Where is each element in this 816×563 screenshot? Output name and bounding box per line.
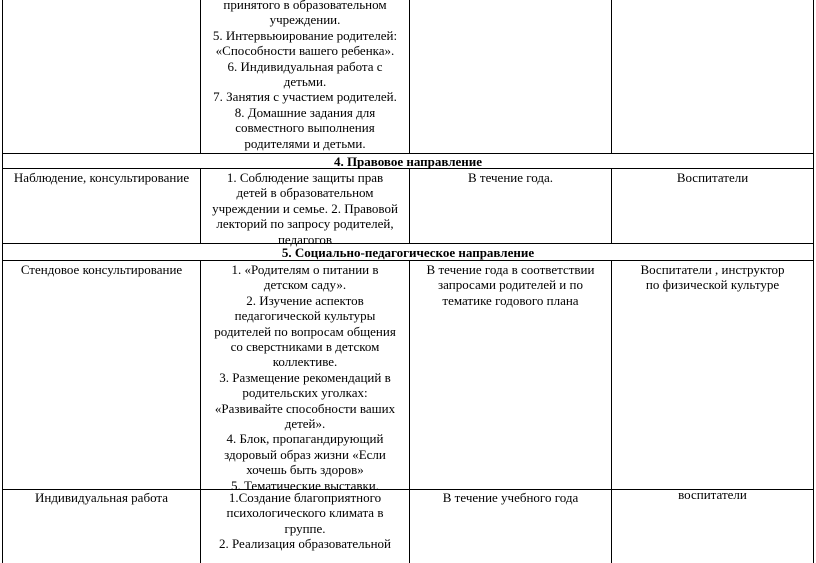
- activities-line: детей в образовательном: [236, 185, 374, 201]
- timing-line: В течение года в соответствии: [426, 262, 595, 277]
- activities-line: детьми.: [283, 74, 327, 90]
- activities-line: 2. Реализация образовательной: [219, 536, 391, 552]
- activities-line: 6. Индивидуальная работа с: [227, 58, 383, 74]
- table-border-right: [813, 0, 814, 563]
- column-border: [611, 0, 612, 153]
- column-border: [611, 260, 612, 563]
- activities-line: родительских уголках:: [242, 385, 368, 401]
- activities-line: хочешь быть здоров»: [246, 462, 364, 478]
- activities-line: педагогической культуры: [234, 308, 376, 324]
- timing-line: запросами родителей и по: [438, 277, 583, 293]
- activities-line: 2. Изучение аспектов: [246, 292, 364, 308]
- section-title-legal: 4. Правовое направление: [333, 154, 483, 169]
- activities-line: «Развивайте способности ваших: [214, 400, 396, 416]
- activities-line: принятого в образовательном: [223, 0, 387, 12]
- stand-responsible: [612, 262, 813, 293]
- activities-line: группе.: [284, 520, 326, 536]
- activities-line: педагогов: [277, 231, 333, 247]
- activities-line: родителями и детьми.: [244, 135, 366, 151]
- activities-line: со сверстниками в детском: [230, 339, 380, 355]
- activities-line: учреждении.: [269, 12, 341, 28]
- activities-line: 1. Соблюдение защиты прав: [226, 170, 384, 185]
- activities-line: психологического климата в: [226, 505, 384, 521]
- top-row-activities: [201, 0, 409, 151]
- individual-form: Индивидуальная работа: [34, 490, 169, 505]
- stand-form: Стендовое консультирование: [20, 262, 183, 277]
- individual-timing: В течение учебного года: [442, 490, 579, 505]
- activities-line: учреждении и семье. 2. Правовой: [212, 200, 398, 216]
- activities-line: 1. «Родителям о питании в: [231, 262, 379, 277]
- activities-line: 8. Домашние задания для: [234, 104, 376, 120]
- activities-line: 5. Интервьюирование родителей:: [212, 27, 398, 43]
- activities-line: коллективе.: [272, 354, 338, 370]
- timing-line: тематике годового плана: [442, 292, 579, 308]
- consulting-responsible: Воспитатели: [676, 170, 749, 185]
- individual-activities: [201, 490, 409, 552]
- consulting-timing: В течение года.: [467, 170, 554, 185]
- activities-line: детском саду».: [263, 277, 347, 293]
- column-border: [409, 0, 410, 153]
- row-border: [2, 260, 814, 261]
- activities-line: «Способности вашего ребенка».: [215, 43, 395, 59]
- consulting-activities: [201, 170, 409, 247]
- individual-responsible: воспитатели: [678, 487, 747, 502]
- stand-timing: [410, 262, 611, 308]
- activities-line: здоровый образ жизни «Если: [224, 446, 386, 462]
- activities-line: 5. Тематические выставки.: [230, 477, 380, 493]
- consulting-form: Наблюдение, консультирование: [13, 170, 190, 185]
- activities-line: 4. Блок, пропагандирующий: [226, 431, 384, 447]
- activities-line: 3. Размещение рекомендаций в: [219, 369, 391, 385]
- activities-line: родителей по вопросам общения: [214, 323, 396, 339]
- responsible-line: по физической культуре: [645, 277, 780, 293]
- activities-line: совместного выполнения: [235, 120, 375, 136]
- section-title-social: 5. Социально-педагогическое направление: [281, 245, 535, 260]
- stand-activities: [201, 262, 409, 493]
- activities-line: детей».: [284, 416, 326, 432]
- activities-line: 7. Занятия с участием родителей.: [213, 89, 397, 105]
- responsible-line: Воспитатели , инструктор: [640, 262, 785, 277]
- activities-line: 1.Создание благоприятного: [228, 490, 382, 505]
- table-border-left: [2, 0, 3, 563]
- activities-line: лекторий по запросу родителей,: [216, 216, 394, 232]
